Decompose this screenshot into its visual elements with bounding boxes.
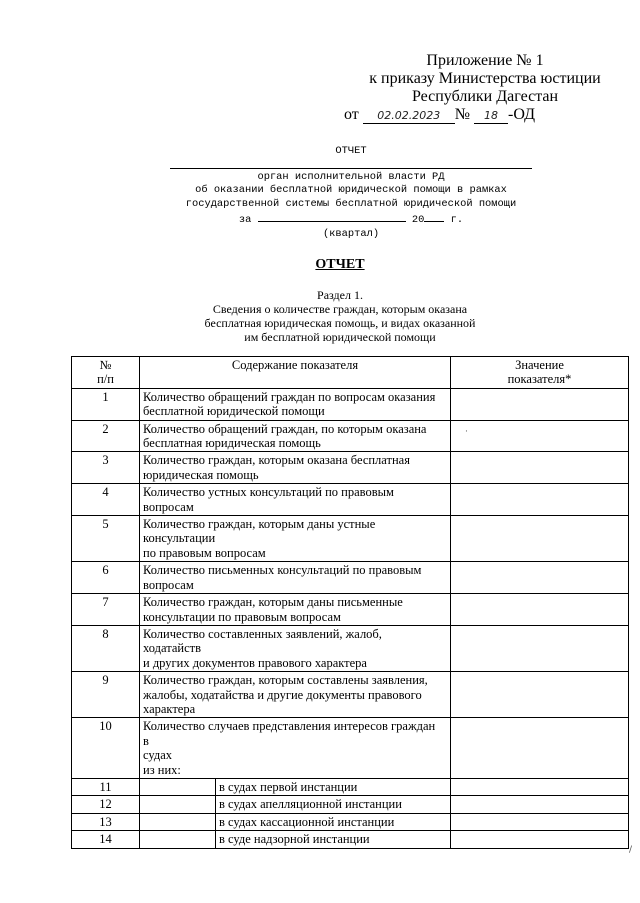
table-row xyxy=(72,718,629,779)
section-name: Раздел 1. xyxy=(317,288,363,302)
indicator-text-line: бесплатная юридическая помощь xyxy=(143,436,321,451)
indicator-text-line: бесплатной юридической помощи xyxy=(143,404,325,419)
table-header-row xyxy=(72,357,629,389)
indicator-text xyxy=(140,594,451,626)
court-instance-text: в судах кассационной инстанции xyxy=(216,813,451,830)
section-line-1: Сведения о количестве граждан, которым оказана xyxy=(212,302,468,316)
indicator-text xyxy=(140,672,451,718)
indicator-text-line: судах xyxy=(143,748,173,763)
row-number: 14 xyxy=(72,831,140,848)
indicator-text xyxy=(140,420,451,452)
row-number: 9 xyxy=(72,672,140,718)
court-instance-text: в судах апелляционной инстанции xyxy=(216,796,451,813)
table-row xyxy=(72,625,629,671)
indicator-value xyxy=(451,484,629,516)
period-prefix: за xyxy=(238,214,252,226)
form-line-2: об оказании бесплатной юридической помощи в рамках xyxy=(195,184,507,196)
row-number: 4 xyxy=(72,484,140,516)
indicator-text xyxy=(140,516,451,562)
indicator-text-line: по правовым вопросам xyxy=(143,545,266,560)
indicator-value xyxy=(451,813,629,830)
form-word-top: ОТЧЕТ xyxy=(335,145,367,157)
indicator-value xyxy=(451,420,629,452)
section-line-3: им бесплатной юридической помощи xyxy=(244,330,436,344)
empty-cell xyxy=(140,778,216,795)
empty-cell xyxy=(140,831,216,848)
indicator-value xyxy=(451,388,629,420)
indicator-text-line: консультации по правовым вопросам xyxy=(143,609,341,624)
year-suffix: г. xyxy=(450,214,464,226)
table-row xyxy=(72,672,629,718)
indicator-value xyxy=(451,778,629,795)
order-suffix: -ОД xyxy=(508,106,536,123)
indicator-text-line: Количество письменных консультаций по правовым xyxy=(143,563,422,578)
date-prefix: от xyxy=(344,106,359,123)
row-number: 6 xyxy=(72,562,140,594)
form-period-line xyxy=(170,211,532,228)
year-blank xyxy=(424,211,444,222)
indicators-table xyxy=(71,356,629,849)
indicator-text-line: Количество обращений граждан по вопросам оказания xyxy=(143,389,436,404)
indicator-text-line: Количество случаев представления интересов граждан xyxy=(143,719,436,734)
organ-name-blank-line xyxy=(170,162,532,169)
table-subrow xyxy=(72,796,629,813)
row-number: 1 xyxy=(72,388,140,420)
order-number-field xyxy=(474,108,508,124)
indicator-text xyxy=(140,388,451,420)
row-number: 8 xyxy=(72,625,140,671)
scan-mark: · xyxy=(465,427,468,437)
table-subrow xyxy=(72,831,629,848)
indicator-text-line: Количество обращений граждан, по которым оказана xyxy=(143,421,427,436)
indicator-text-line: характера xyxy=(143,701,196,716)
table-row xyxy=(72,562,629,594)
indicator-text-line: Количество граждан, которым даны устные xyxy=(143,517,376,532)
court-instance-text: в суде надзорной инстанции xyxy=(216,831,451,848)
year-prefix: 20 xyxy=(411,214,425,226)
row-number: 11 xyxy=(72,778,140,795)
indicator-text-line: Количество граждан, которым составлены заявления, xyxy=(143,673,428,688)
row-number: 5 xyxy=(72,516,140,562)
table-row xyxy=(72,388,629,420)
form-line-1: орган исполнительной власти РД xyxy=(257,170,445,183)
row-number: 7 xyxy=(72,594,140,626)
indicator-text-line: Количество составленных заявлений, жалоб, xyxy=(143,626,382,641)
indicator-text-line: жалобы, ходатайства и другие документы правового xyxy=(143,687,422,702)
indicator-text-line: в xyxy=(143,733,149,748)
table-subrow xyxy=(72,813,629,830)
table-body xyxy=(72,388,629,848)
table-row xyxy=(72,484,629,516)
report-title: ОТЧЕТ xyxy=(315,257,365,272)
indicator-text-line: Количество устных консультаций по правовым xyxy=(143,485,394,500)
header-content: Содержание показателя xyxy=(140,357,451,389)
appendix-line-2: к приказу Министерства юстиции xyxy=(369,70,601,87)
order-number-handwritten: 18 xyxy=(484,109,499,122)
indicator-value xyxy=(451,625,629,671)
indicator-value xyxy=(451,562,629,594)
indicator-value xyxy=(451,672,629,718)
table-row xyxy=(72,452,629,484)
indicator-value xyxy=(451,516,629,562)
indicator-text-line: Количество граждан, которым даны письменные xyxy=(143,595,403,610)
indicator-text-line: ходатайств xyxy=(143,641,202,656)
indicator-text xyxy=(140,625,451,671)
appendix-header xyxy=(344,52,610,124)
table-row xyxy=(72,594,629,626)
row-number: 10 xyxy=(72,718,140,779)
indicator-text-line: из них: xyxy=(143,762,181,777)
indicator-text xyxy=(140,484,451,516)
scan-mark: / xyxy=(629,845,633,855)
indicator-value xyxy=(451,594,629,626)
row-number: 2 xyxy=(72,420,140,452)
order-number-sign: № xyxy=(454,106,471,123)
header-value: Значение показателя* xyxy=(451,357,629,389)
indicator-text-line: вопросам xyxy=(143,499,194,514)
row-number: 3 xyxy=(72,452,140,484)
indicator-text-line: и других документов правового характера xyxy=(143,655,367,670)
appendix-date-line xyxy=(344,106,594,124)
section-heading xyxy=(0,288,640,344)
table-row xyxy=(72,516,629,562)
indicator-value xyxy=(451,831,629,848)
form-line-3: государственной системы бесплатной юридической помощи xyxy=(185,197,517,210)
indicator-value xyxy=(451,718,629,779)
report-form-block xyxy=(170,145,532,241)
order-date-handwritten: 02.02.2023 xyxy=(377,109,441,122)
table-row xyxy=(72,420,629,452)
period-caption: (квартал) xyxy=(322,227,380,240)
indicator-text xyxy=(140,718,451,779)
indicator-text xyxy=(140,562,451,594)
indicator-value xyxy=(451,796,629,813)
empty-cell xyxy=(140,813,216,830)
empty-cell xyxy=(140,796,216,813)
row-number: 13 xyxy=(72,813,140,830)
quarter-blank xyxy=(258,211,406,222)
appendix-line-1: Приложение № 1 xyxy=(426,52,544,69)
indicator-value xyxy=(451,452,629,484)
court-instance-text: в судах первой инстанции xyxy=(216,778,451,795)
appendix-line-3: Республики Дагестан xyxy=(411,88,559,105)
indicator-text xyxy=(140,452,451,484)
indicator-text-line: консультации xyxy=(143,531,216,546)
indicator-text-line: вопросам xyxy=(143,577,194,592)
indicator-text-line: Количество граждан, которым оказана бесплатная xyxy=(143,453,410,468)
table-subrow xyxy=(72,778,629,795)
indicator-text-line: юридическая помощь xyxy=(143,467,259,482)
order-date-field xyxy=(363,108,455,124)
section-line-2: бесплатная юридическая помощь, и видах оказанной xyxy=(204,316,476,330)
row-number: 12 xyxy=(72,796,140,813)
header-number: № п/п xyxy=(72,357,140,389)
